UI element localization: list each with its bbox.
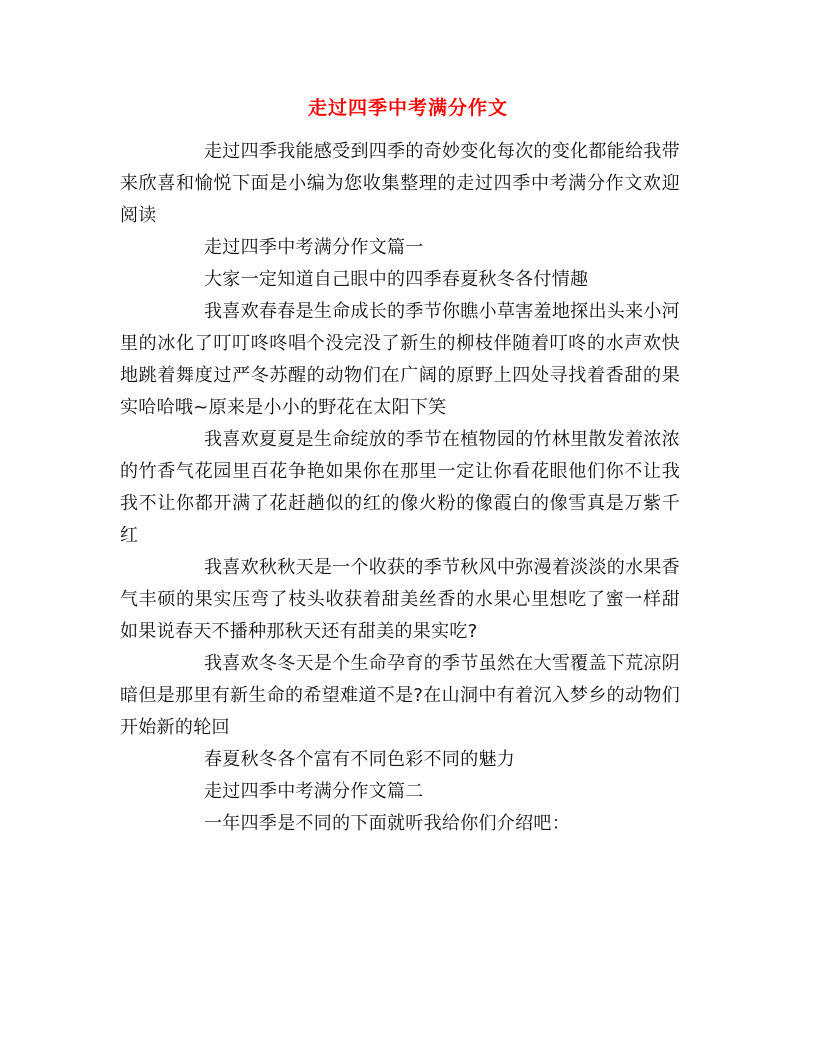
- paragraph-summer: 我喜欢夏夏是生命绽放的季节在植物园的竹林里散发着浓浓的竹香气花园里百花争艳如果你在那里一定让你看花眼他们你不让我我不让你都开满了花赶趟似的红的像火粉的像霞白的像雪真是万紫千红: [120, 429, 680, 546]
- page-title: 走过四季中考满分作文: [307, 97, 508, 119]
- section-heading-two: 走过四季中考满分作文篇二: [204, 781, 424, 802]
- paragraph-intro: 走过四季我能感受到四季的奇妙变化每次的变化都能给我带来欣喜和愉悦下面是小编为您收集整理的走过四季中考满分作文欢迎阅读: [120, 141, 680, 226]
- paragraph: 春夏秋冬各个富有不同色彩不同的魅力: [204, 749, 516, 770]
- paragraph-autumn: 我喜欢秋秋天是一个收获的季节秋风中弥漫着淡淡的水果香气丰硕的果实压弯了枝头收获着甜美丝香的水果心里想吃了蜜一样甜如果说春天不播种那秋天还有甜美的果实吃?: [120, 557, 680, 642]
- document-body: [120, 136, 680, 840]
- paragraph: 大家一定知道自己眼中的四季春夏秋冬各付情趣: [204, 269, 589, 290]
- paragraph-spring: 我喜欢春春是生命成长的季节你瞧小草害羞地探出头来小河里的冰化了叮叮咚咚唱个没完没了新生的柳枝伴随着叮咚的水声欢快地跳着舞度过严冬苏醒的动物们在广阔的原野上四处寻找着香甜的果实哈哈哦~原来是小小的野花在太阳下笑: [120, 301, 680, 418]
- paragraph-winter: 我喜欢冬冬天是个生命孕育的季节虽然在大雪覆盖下荒凉阴暗但是那里有新生命的希望难道不是?在山洞中有着沉入梦乡的动物们开始新的轮回: [120, 653, 680, 738]
- section-heading-one: 走过四季中考满分作文篇一: [204, 237, 424, 258]
- paragraph: 一年四季是不同的下面就听我给你们介绍吧：: [204, 813, 570, 834]
